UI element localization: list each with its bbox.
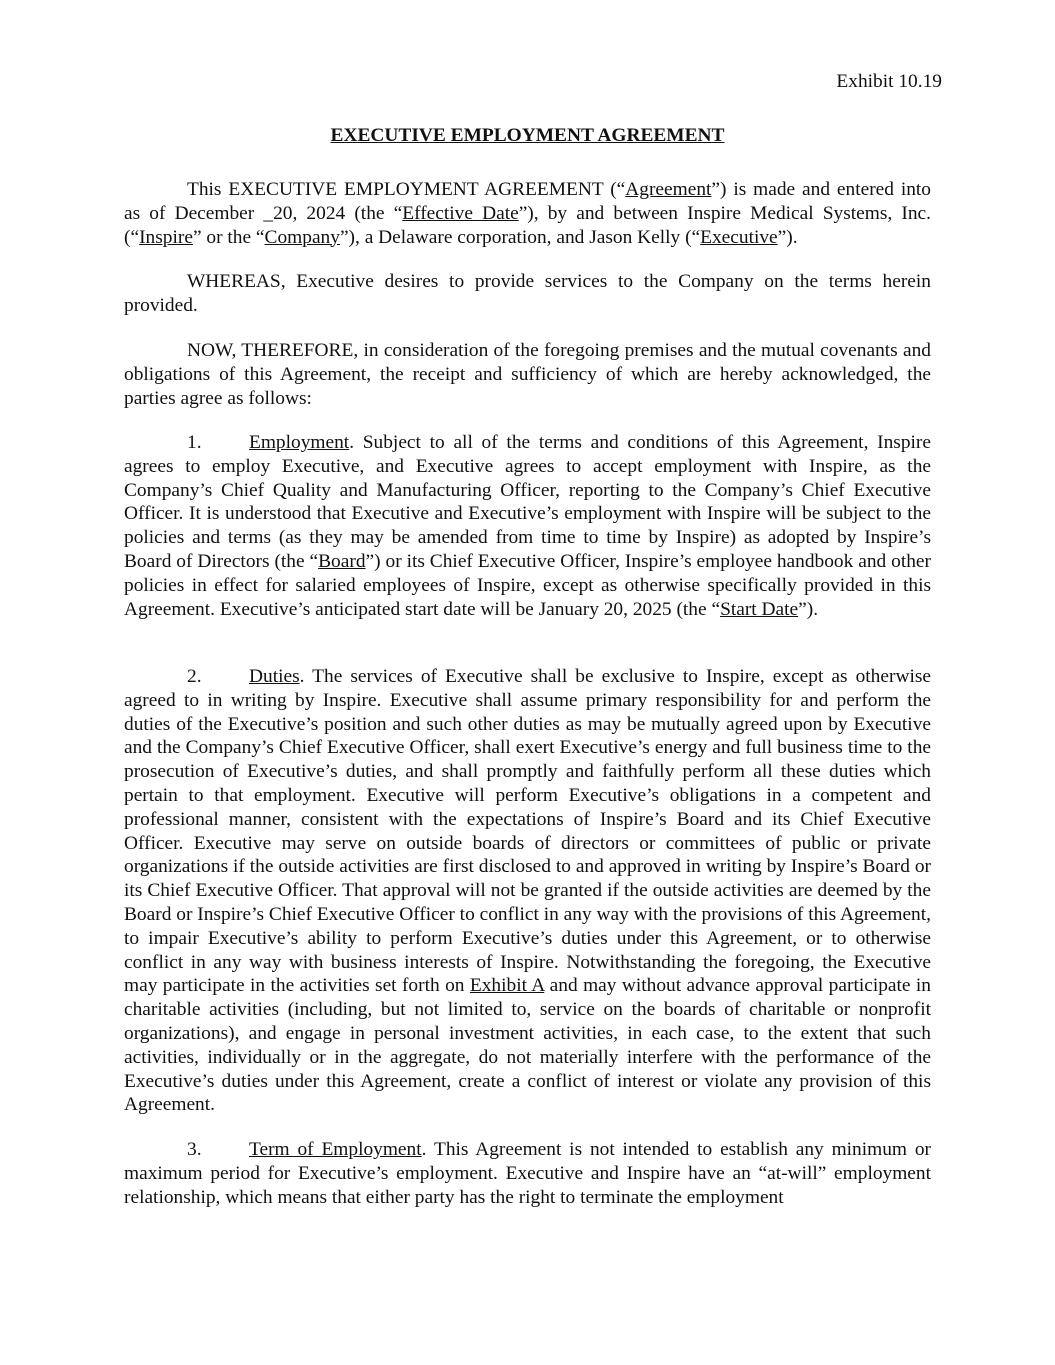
- defined-term-effective-date: Effective Date: [402, 202, 519, 224]
- intro-text: ”) is made and entered into as of December _20, 2024 (the “: [124, 179, 931, 224]
- defined-term-company: Company: [264, 226, 340, 248]
- section-number: 2.: [187, 666, 202, 687]
- defined-term-inspire: Inspire: [139, 226, 193, 248]
- intro-text: ”), a Delaware corporation, and Jason Kelly (“: [339, 226, 701, 248]
- intro-text: ” or the “: [192, 226, 265, 248]
- defined-term-board: Board: [318, 550, 366, 572]
- section-heading: Term of Employment: [249, 1139, 422, 1160]
- document-title: EXECUTIVE EMPLOYMENT AGREEMENT: [330, 125, 725, 146]
- defined-term-start-date: Start Date: [720, 598, 799, 620]
- intro-paragraph: [124, 178, 931, 249]
- whereas-text: WHEREAS, Executive desires to provide services to the Company on the terms herein provided.: [124, 271, 931, 316]
- intro-text: ”).: [777, 226, 798, 248]
- intro-text: This EXECUTIVE EMPLOYMENT AGREEMENT (“: [187, 179, 626, 200]
- section-employment: [124, 431, 931, 621]
- section-text: . Subject to all of the terms and conditions of this Agreement, Inspire agrees to employ Executive, and Executive agrees to accept employment with Inspire, as the Company’s Chief Quality and Manufacturing Officer, reporting to the Company’s Chief Executive Officer. It is understood that Executive and Executive’s employment with Inspire will be subject to the policies and terms (as they may be amended from time to time by Inspire) as adopted by Inspire’s Board of Directors (the “: [124, 432, 931, 572]
- section-duties: [124, 665, 931, 1117]
- section-heading: Duties: [249, 666, 300, 687]
- whereas-paragraph: [124, 270, 931, 318]
- section-term-of-employment: [124, 1138, 931, 1209]
- intro-text: ”), by and between Inspire Medical Systems, Inc. (“: [124, 202, 931, 248]
- section-text: . The services of Executive shall be exclusive to Inspire, except as otherwise agreed to in writing by Inspire. Executive shall assume primary responsibility for and perform the duties of the Executive’s position and such other duties as may be mutually agreed upon by Executive and the Company’s Chief Executive Officer, shall exert Executive’s energy and full business time to the prosecution of Executive’s duties, and shall promptly and faithfully perform all these duties which pertain to that employment. Executive will perform Executive’s obligations in a competent and professional manner, consistent with the expectations of Inspire’s Board and its Chief Executive Officer. Executive may serve on outside boards of directors or committees of public or private organizations if the outside activities are first disclosed to and approved in writing by Inspire’s Board or its Chief Executive Officer. That approval will not be granted if the outside activities are deemed by the Board or Inspire’s Chief Executive Officer to conflict in any way with the provisions of this Agreement, to impair Executive’s ability to perform Executive’s duties under this Agreement, or to otherwise conflict in any way with business interests of Inspire. Notwithstanding the foregoing, the Executive may participate in the activities set forth on: [124, 666, 931, 997]
- section-number: 1.: [187, 432, 202, 453]
- defined-term-executive: Executive: [700, 226, 778, 248]
- section-text: ”).: [798, 598, 819, 620]
- exhibit-a-reference: Exhibit A: [469, 975, 545, 997]
- defined-term-agreement: Agreement: [625, 179, 712, 200]
- section-text: and may without advance approval participate in charitable activities (including, but not limited to, service on the boards of charitable or nonprofit organizations), and engage in personal investment activities, in each case, to the extent that such activities, individually or in the aggregate, do not materially interfere with the performance of the Executive’s duties under this Agreement, create a conflict of interest or violate any provision of this Agreement.: [124, 975, 931, 1116]
- exhibit-label: Exhibit 10.19: [836, 71, 942, 92]
- section-text: ”) or its Chief Executive Officer, Inspire’s employee handbook and other policies in effect for salaried employees of Inspire, except as otherwise specifically provided in this Agreement. Executive’s anticipated start date will be January 20, 2025 (the “: [124, 550, 931, 620]
- section-number: 3.: [187, 1139, 202, 1160]
- section-heading: Employment: [249, 432, 350, 453]
- now-therefore-text: NOW, THEREFORE, in consideration of the foregoing premises and the mutual covenants and obligations of this Agreement, the receipt and sufficiency of which are hereby acknowledged, the parties agree as follows:: [124, 340, 931, 409]
- section-text: . This Agreement is not intended to establish any minimum or maximum period for Executive’s employment. Executive and Inspire have an “at-will” employment relationship, which means that either party has the right to terminate the employment: [124, 1139, 931, 1208]
- now-therefore-paragraph: [124, 339, 931, 410]
